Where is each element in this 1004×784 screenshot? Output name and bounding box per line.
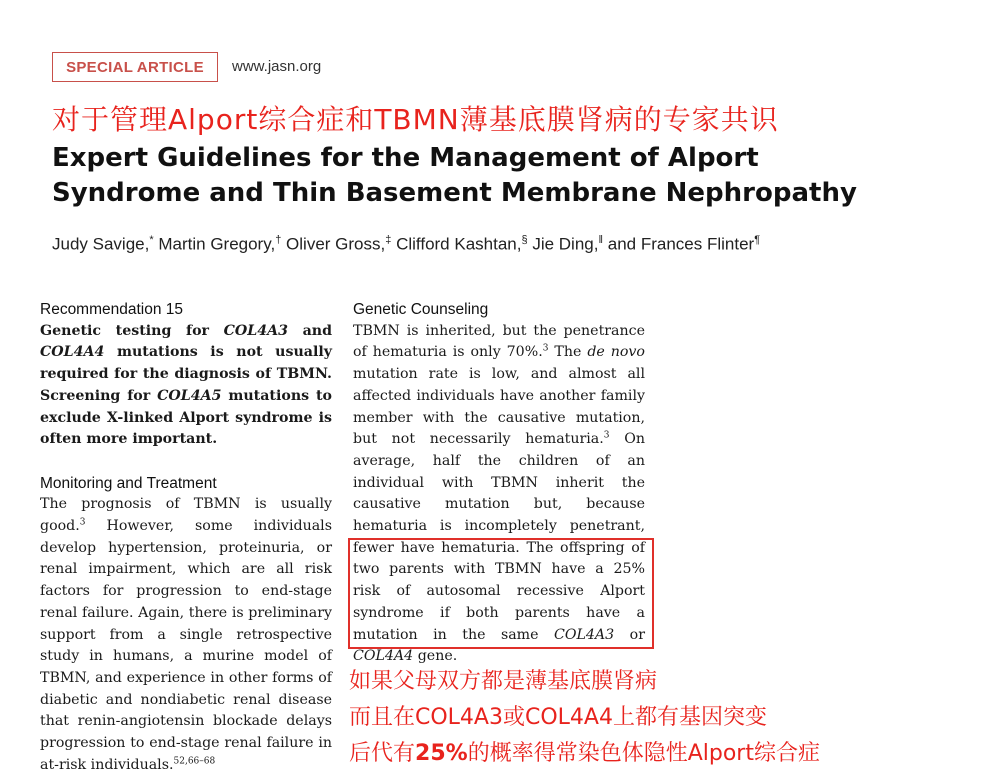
author-3-mark: ‡ xyxy=(385,234,392,246)
author-1: Judy Savige, xyxy=(52,234,150,254)
chinese-annotation xyxy=(349,664,820,772)
citation-ref[interactable]: 52,66–68 xyxy=(173,756,216,767)
recommendation-heading: Recommendation 15 xyxy=(40,301,184,318)
annotation-line-3: 后代有25%的概率得常染色体隐性Alport综合症 xyxy=(349,741,820,766)
highlighted-sentence: The offspring of two parents with TBMN have a 25% risk of autosomal recessive Alport syndrome if both parents have a mutation in the same COL4A3 or COL4A4 gene. xyxy=(353,539,646,665)
highlight-box xyxy=(348,538,654,649)
author-1-mark: * xyxy=(149,234,154,246)
monitoring-paragraph: The prognosis of TBMN is usually good.$^3$ However, some individuals develop hypertension, proteinuria, or renal impairment, which are all risk factors for progression to end-stage renal failure. Again, there is preliminary support from a single retrospective study in humans, a murine model of TBMN, and experience in other forms of diabetic and nondiabetic renal disease that renin-angiotensin blockade delays progression to end-stage renal failure in at-risk individuals.$^{52,66-68}$ xyxy=(40,496,332,773)
citation-ref[interactable]: 3 xyxy=(542,343,549,354)
author-4: Clifford Kashtan, xyxy=(396,234,522,254)
special-article-badge: SPECIAL ARTICLE xyxy=(52,52,218,82)
author-4-mark: § xyxy=(521,234,528,246)
author-list xyxy=(52,234,760,255)
annotation-line-1: 如果父母双方都是薄基底膜肾病 xyxy=(349,669,658,694)
author-2-mark: † xyxy=(275,234,282,246)
author-5-mark: ‖ xyxy=(598,234,604,246)
annotation-line-2: 而且在COL4A3或COL4A4上都有基因突变 xyxy=(349,705,767,730)
genetic-counseling-paragraph: TBMN is inherited, but the penetrance of hematuria is only 70%.$^3$ The de novo mutation rate is low, and almost all affected individuals have another family member with the causative mutation, but not necessarily hematuria.$^3$ On average, half the children of an individual with TBMN inherit the causative mutation but, because hematuria is incompletely penetrant, fewer have hematuria. The offspring of two parents with TBMN have a 25% risk of autosomal recessive Alport syndrome if both parents have a mutation in the same COL4A3 or COL4A4 gene. xyxy=(353,322,646,665)
monitoring-heading: Monitoring and Treatment xyxy=(40,474,217,492)
title-line-1: Expert Guidelines for the Management of Alport xyxy=(52,143,759,173)
author-6: and Frances Flinter xyxy=(607,234,755,254)
author-3: Oliver Gross, xyxy=(286,234,386,254)
left-column xyxy=(40,299,332,776)
recommendation-text: Genetic testing for COL4A3 and COL4A4 mutations is not usually required for the diagnosis of TBMN. Screening for COL4A5 mutations to exclude X-linked Alport syndrome is often more important. xyxy=(40,322,332,448)
author-5: Jie Ding, xyxy=(532,234,599,254)
genetic-counseling-heading: Genetic Counseling xyxy=(353,301,489,318)
journal-site-link[interactable]: www.jasn.org xyxy=(232,58,322,75)
citation-ref[interactable]: 3 xyxy=(603,430,610,441)
author-6-mark: ¶ xyxy=(754,234,761,246)
author-2: Martin Gregory, xyxy=(158,234,276,254)
title-line-2: Syndrome and Thin Basement Membrane Nephropathy xyxy=(52,178,857,208)
chinese-title-annotation: 对于管理Alport综合症和TBMN薄基底膜肾病的专家共识 xyxy=(52,103,779,136)
citation-ref[interactable]: 3 xyxy=(79,517,86,528)
article-title xyxy=(52,141,992,211)
